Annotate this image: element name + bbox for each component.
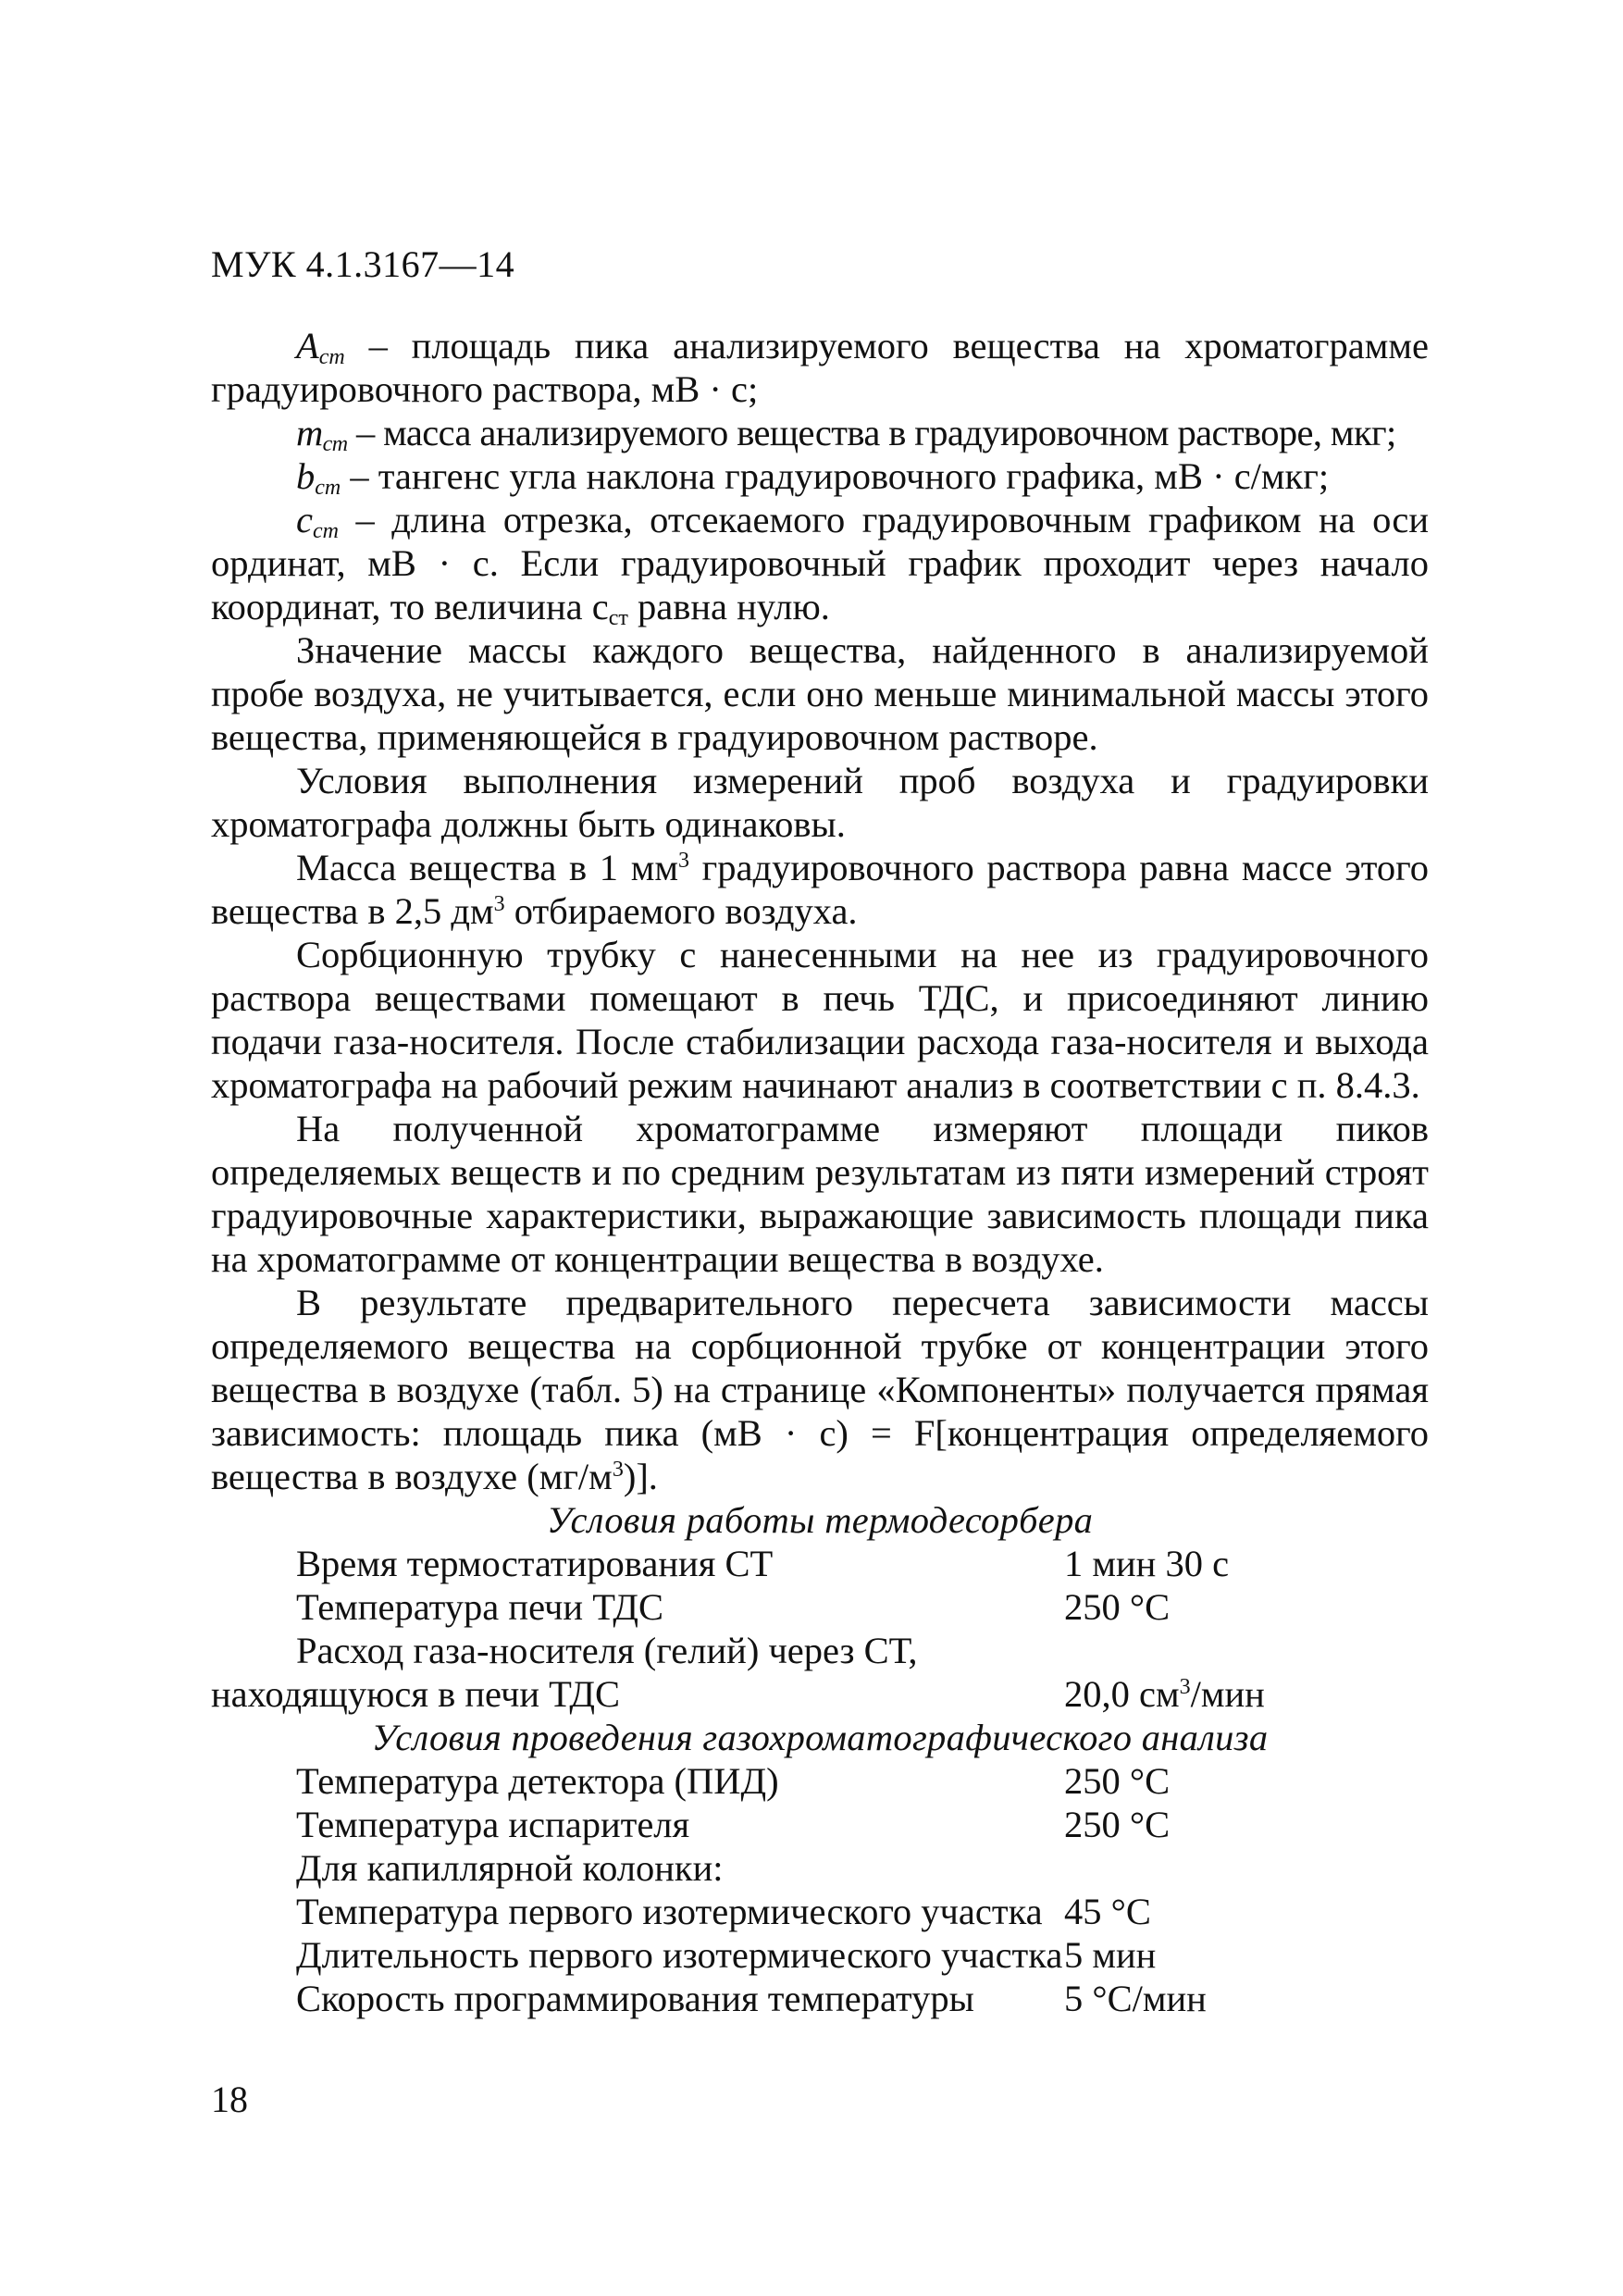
condition-value: 250 °С <box>1064 1804 1171 1845</box>
paragraph-sorption-tube: Сорбционную трубку с нанесенными на нее из градуировочного раствора веществами помещают в печь ТДС, и присоединяют линию подачи газа-носителя. После стабилизации расхода газа-носителя и выхода хроматографа на рабочий режим начинают анализ в соответствии с п. 8.4.3. <box>211 934 1429 1106</box>
condition-label: находящуюся в печи ТДС <box>211 1673 620 1715</box>
condition-value: 250 °С <box>1064 1760 1171 1802</box>
condition-row <box>211 1803 1429 1846</box>
body-text <box>211 324 1429 2020</box>
superscript: 3 <box>677 849 689 873</box>
condition-row <box>211 1977 1429 2020</box>
condition-label: Длительность первого изотермического участка <box>296 1934 1063 1976</box>
value-unit: /мин <box>1190 1673 1265 1715</box>
section-title-thermodesorber: Условия работы термодесорбера <box>546 1499 1094 1541</box>
condition-row <box>211 1629 1429 1672</box>
definition-m <box>211 411 1429 454</box>
condition-value <box>1064 1629 1429 1672</box>
condition-label: Скорость программирования температуры <box>296 1978 974 2019</box>
paragraph-recalculation <box>211 1281 1429 1498</box>
condition-label: Время термостатирования СТ <box>296 1543 774 1584</box>
condition-row <box>211 1585 1429 1629</box>
symbol-m: m <box>296 412 323 453</box>
symbol-b: b <box>296 455 316 497</box>
subscript: ст <box>318 345 345 369</box>
paragraph-mass-threshold: Значение массы каждого вещества, найденного в анализируемой пробе воздуха, не учитывается, если оно меньше минимальной массы этого вещества, применяющейся в градуировочном растворе. <box>211 629 1429 758</box>
condition-row <box>211 1759 1429 1803</box>
condition-value: 1 мин 30 с <box>1064 1543 1230 1584</box>
paragraph-mass-volume <box>211 846 1429 933</box>
condition-label: Температура первого изотермического участка <box>296 1891 1043 1932</box>
condition-row <box>211 1933 1429 1977</box>
subscript: ст <box>322 432 348 456</box>
condition-row <box>211 1542 1429 1585</box>
definition-b <box>211 454 1429 498</box>
condition-label: Температура испарителя <box>296 1804 690 1845</box>
definition-text: равна нулю. <box>627 586 830 627</box>
condition-value: 250 °С <box>1064 1586 1171 1628</box>
condition-value <box>1064 1672 1429 1716</box>
condition-label: Расход газа-носителя (гелий) через СТ, <box>296 1630 918 1671</box>
text-run: В результате предварительного пересчета зависимости массы определяемого вещества на сорбционной трубке от концентрации этого вещества в воздухе (табл. 5) на странице «Компоненты» получается прямая зависимость: площадь пика (мВ · с) = F[концентрация определяемого вещества в воздухе (мг/м <box>211 1282 1429 1497</box>
symbol-c: c <box>296 499 313 540</box>
superscript: 3 <box>493 892 505 916</box>
definition-text: – длина отрезка, отсекаемого градуировочным графиком на оси ординат, мВ · с. Если градуировочный график проходит через начало координат, то величина с <box>211 499 1429 627</box>
symbol-a: A <box>296 325 319 366</box>
text-run: )]. <box>623 1456 658 1497</box>
condition-row <box>211 1846 1429 1890</box>
definition-text: – площадь пика анализируемого вещества на хроматограмме градуировочного раствора, мВ · с; <box>211 325 1429 410</box>
text-run: градуировочного раствора равна массе этого вещества в 2,5 дм <box>211 847 1429 932</box>
definition-a <box>211 324 1429 411</box>
condition-row <box>211 1890 1429 1933</box>
paragraph-chromatogram: На полученной хроматограмме измеряют площади пиков определяемых веществ и по средним результатам из пяти измерений строят градуировочные характеристики, выражающие зависимость площади пика на хроматограмме от концентрации вещества в воздухе. <box>211 1108 1429 1280</box>
paragraph-conditions: Условия выполнения измерений проб воздуха и градуировки хроматографа должны быть одинаковы. <box>211 760 1429 845</box>
page-number: 18 <box>211 2079 248 2120</box>
subscript: ст <box>315 476 341 500</box>
subscript: ст <box>312 519 339 543</box>
condition-label: Температура печи ТДС <box>296 1586 664 1628</box>
definition-text: – масса анализируемого вещества в градуировочном растворе, мкг; <box>347 412 1396 453</box>
text-run: Масса вещества в 1 мм <box>296 847 678 888</box>
document-header: МУК 4.1.3167—14 <box>211 243 515 285</box>
subscript: ст <box>608 606 628 630</box>
value-text: 20,0 см <box>1064 1673 1180 1715</box>
condition-value: 5 °С/мин <box>1064 1978 1207 2019</box>
definition-c <box>211 498 1429 628</box>
text-run: отбираемого воздуха. <box>504 890 858 932</box>
superscript: 3 <box>1179 1675 1191 1699</box>
condition-row <box>211 1672 1429 1716</box>
condition-value: 5 мин <box>1064 1934 1157 1976</box>
condition-label: Для капиллярной колонки: <box>296 1847 724 1889</box>
condition-value <box>1064 1846 1429 1890</box>
condition-label: Температура детектора (ПИД) <box>296 1760 779 1802</box>
definition-text: – тангенс угла наклона градуировочного графика, мВ · с/мкг; <box>341 455 1330 497</box>
superscript: 3 <box>612 1458 624 1482</box>
condition-value: 45 °С <box>1064 1891 1151 1932</box>
section-title-gc-analysis: Условия проведения газохроматографического анализа <box>371 1717 1269 1758</box>
